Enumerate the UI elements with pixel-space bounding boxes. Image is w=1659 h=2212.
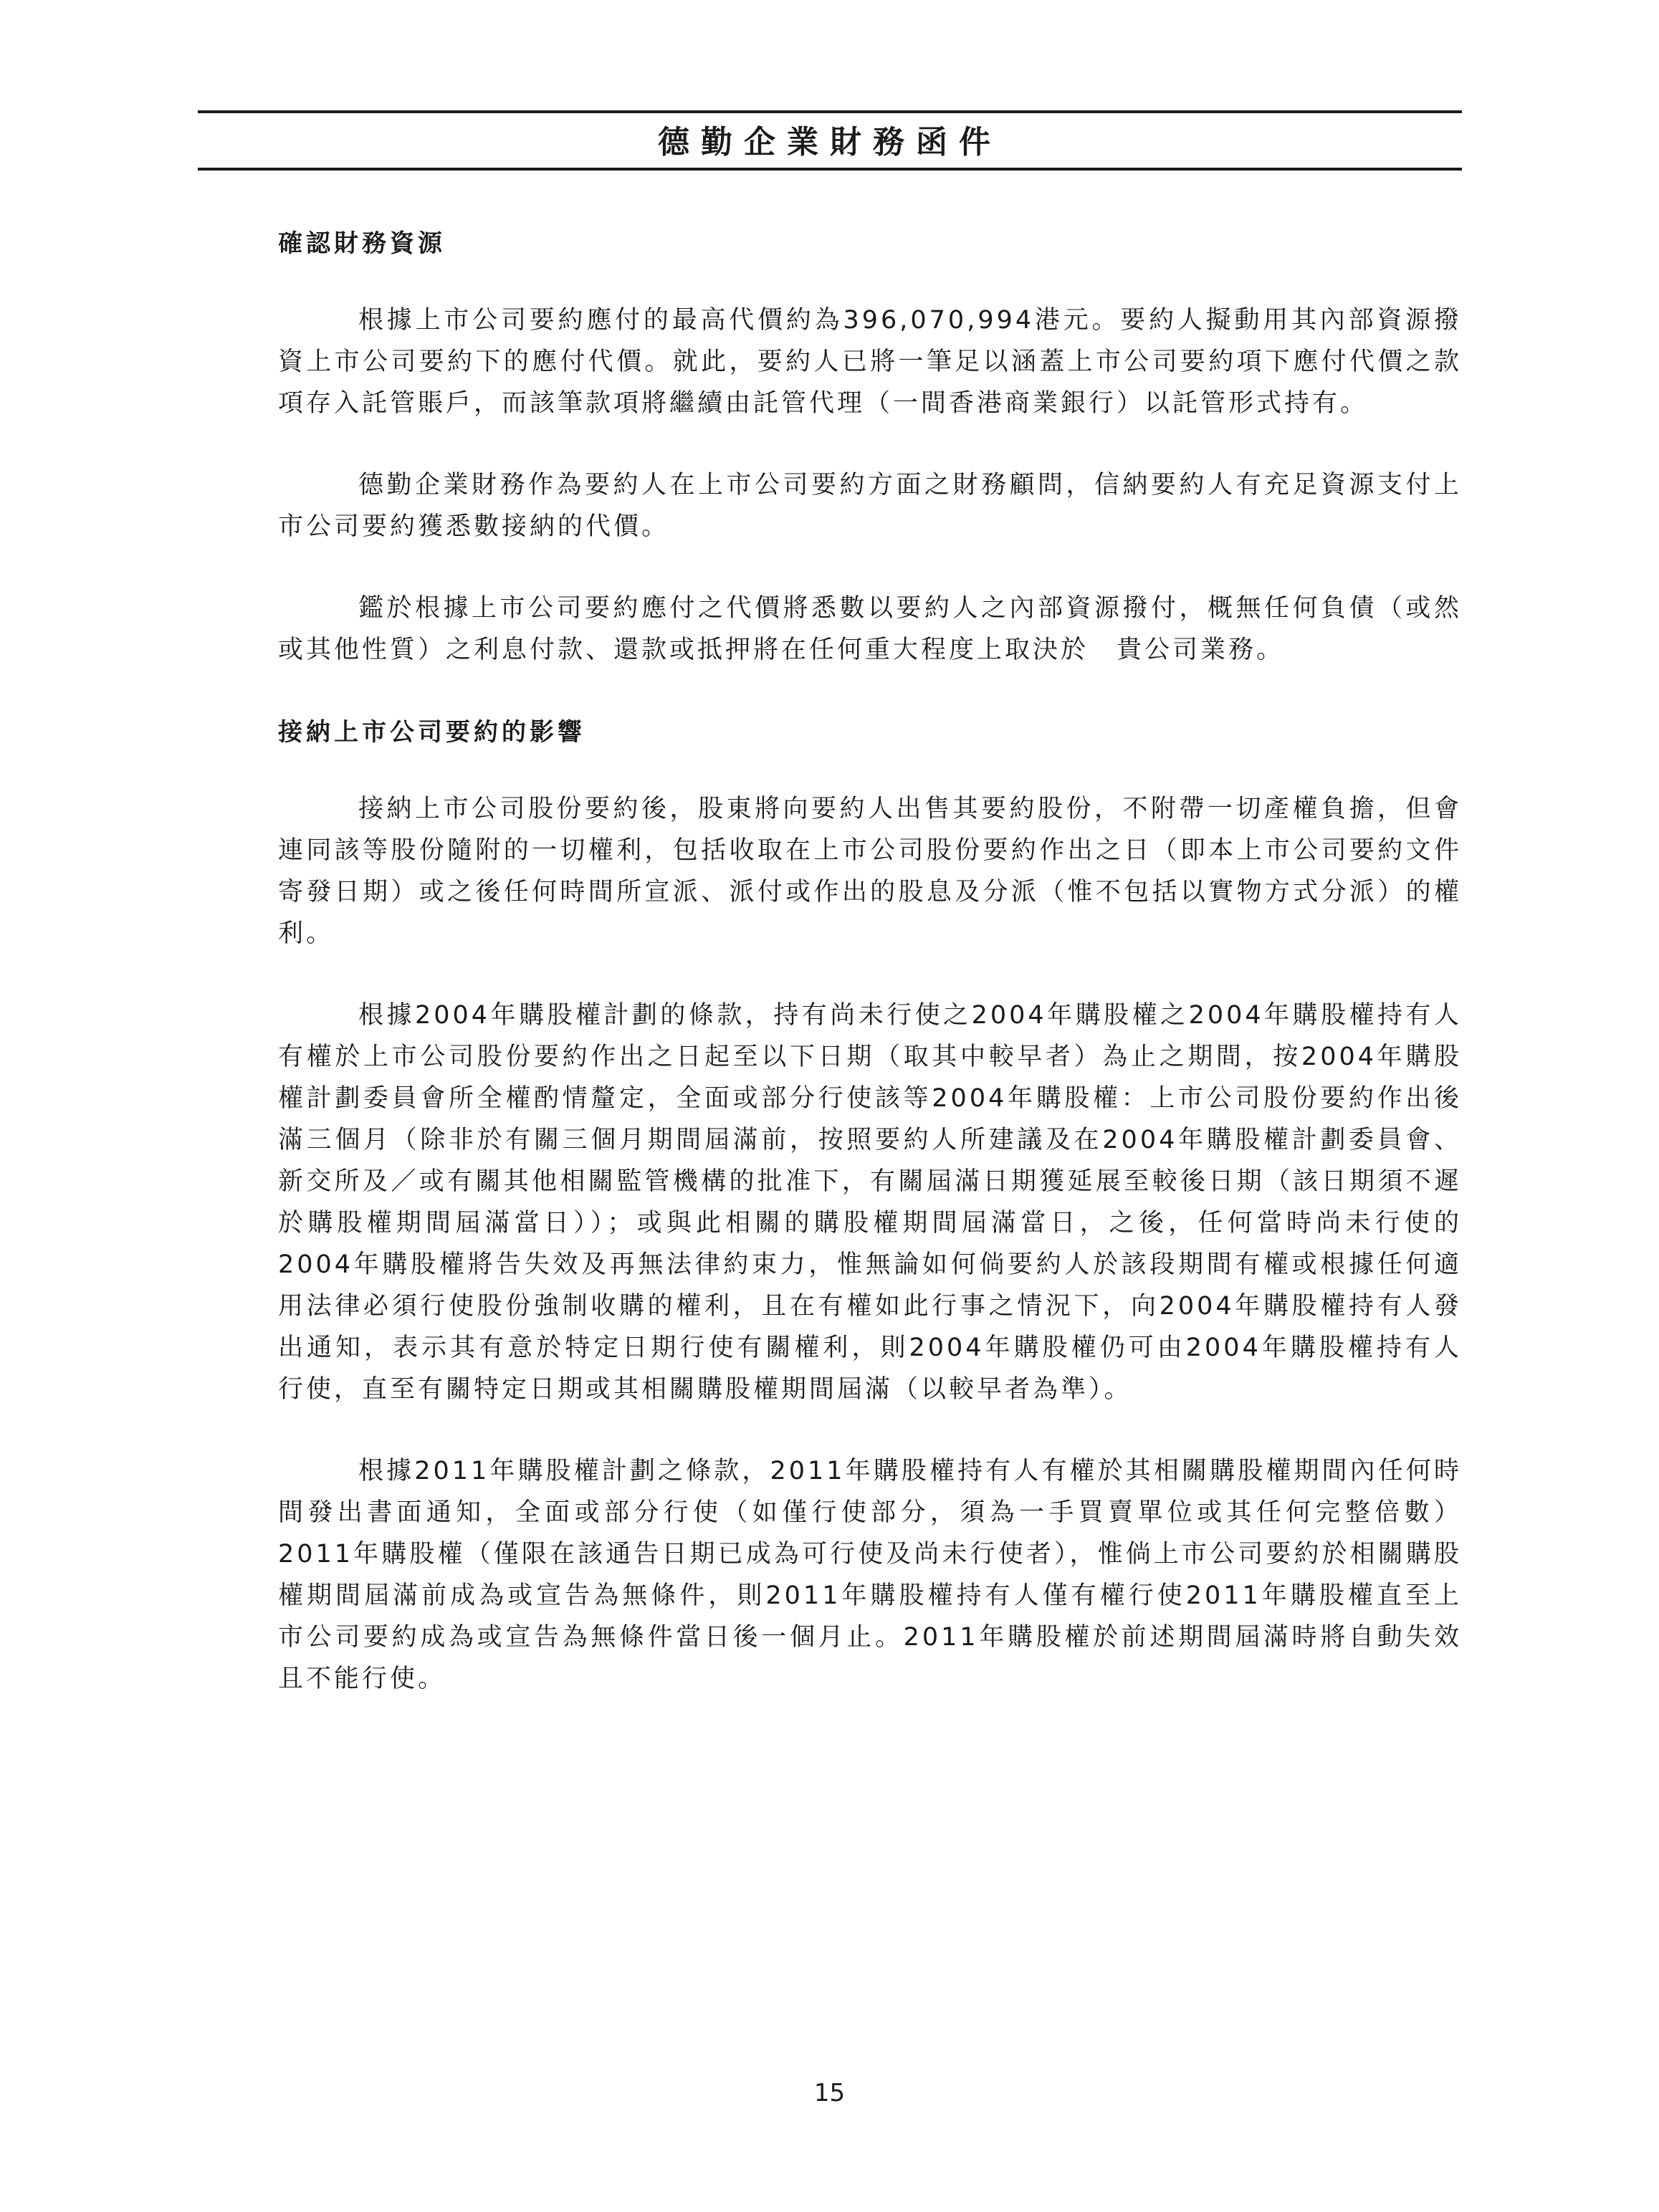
document-body [278, 222, 1462, 1740]
paragraph-financial-resources-3: 鑑於根據上市公司要約應付之代價將悉數以要約人之內部資源撥付，概無任何負債（或然或其他性質）之利息付款、還款或抵押將在任何重大程度上取決於 貴公司業務。 [278, 594, 1462, 664]
paragraph-financial-resources-1: 根據上市公司要約應付的最高代價約為396,070,994港元。要約人擬動用其內部資源撥資上市公司要約下的應付代價。就此，要約人已將一筆足以涵蓋上市公司要約項下應付代價之款項存入託管賬戶，而該筆款項將繼續由託管代理（一間香港商業銀行）以託管形式持有。 [278, 306, 1462, 418]
paragraph-effect-of-acceptance-2: 根據2004年購股權計劃的條款，持有尚未行使之2004年購股權之2004年購股權持有人有權於上市公司股份要約作出之日起至以下日期（取其中較早者）為止之期間，按2004年購股權計劃委員會所全權酌情釐定，全面或部分行使該等2004年購股權：上市公司股份要約作出後滿三個月（除非於有關三個月期間屆滿前，按照要約人所建議及在2004年購股權計劃委員會、新交所及／或有關其他相關監管機構的批准下，有關屆滿日期獲延展至較後日期（該日期須不遲於購股權期間屆滿當日））；或與此相關的購股權期間屆滿當日，之後，任何當時尚未行使的2004年購股權將告失效及再無法律約束力，惟無論如何倘要約人於該段期間有權或根據任何適用法律必須行使股份強制收購的權利，且在有權如此行事之情況下，向2004年購股權持有人發出通知，表示其有意於特定日期行使有關權利，則2004年購股權仍可由2004年購股權持有人行使，直至有關特定日期或其相關購股權期間屆滿（以較早者為準）。 [278, 1001, 1462, 1404]
section-heading-effect-of-acceptance: 接納上市公司要約的影響 [278, 718, 585, 747]
paragraph-effect-of-acceptance-3: 根據2011年購股權計劃之條款，2011年購股權持有人有權於其相關購股權期間內任何時間發出書面通知，全面或部分行使（如僅行使部分，須為一手買賣單位或其任何完整倍數）2011年購股權（僅限在該通告日期已成為可行使及尚未行使者），惟倘上市公司要約於相關購股權期間屆滿前成為或宣告為無條件，則2011年購股權持有人僅有權行使2011年購股權直至上市公司要約成為或宣告為無條件當日後一個月止。2011年購股權於前述期間屆滿時將自動失效且不能行使。 [278, 1457, 1462, 1693]
paragraph-effect-of-acceptance-1: 接納上市公司股份要約後，股東將向要約人出售其要約股份，不附帶一切產權負擔，但會連同該等股份隨附的一切權利，包括收取在上市公司股份要約作出之日（即本上市公司要約文件寄發日期）或之後任何時間所宣派、派付或作出的股息及分派（惟不包括以實物方式分派）的權利。 [278, 795, 1462, 948]
header-rule-top [198, 110, 1462, 113]
header-rule-bottom [198, 168, 1462, 171]
paragraph-financial-resources-2: 德勤企業財務作為要約人在上市公司要約方面之財務顧問，信納要約人有充足資源支付上市公司要約獲悉數接納的代價。 [278, 471, 1462, 541]
page-title: 德勤企業財務函件 [658, 124, 1002, 161]
page-number: 15 [813, 2079, 846, 2107]
section-heading-financial-resources: 確認財務資源 [278, 229, 446, 258]
